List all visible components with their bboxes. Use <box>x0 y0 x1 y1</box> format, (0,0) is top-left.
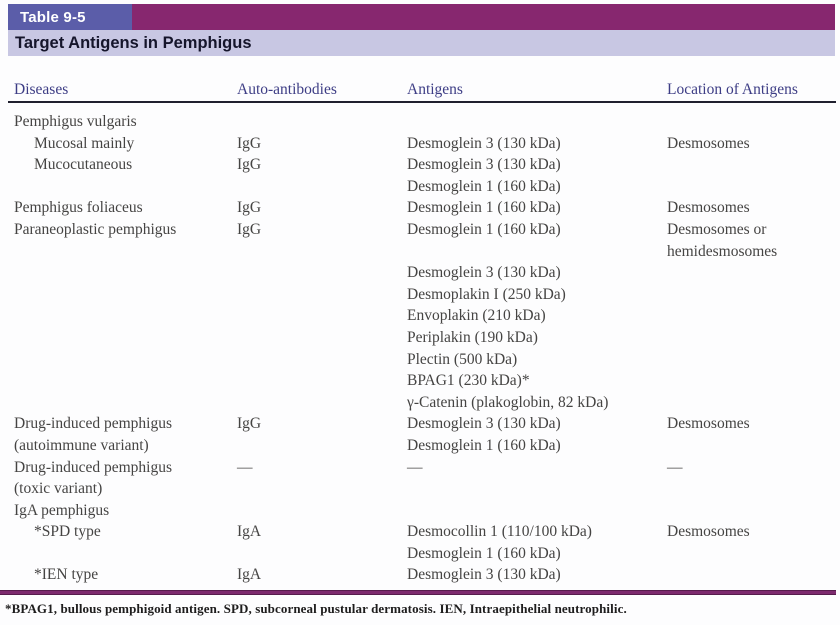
table-row <box>14 197 834 219</box>
table-cell-disease: (autoimmune variant) <box>14 436 149 454</box>
table-cell-antigen <box>407 241 667 263</box>
column-header-row <box>14 81 834 99</box>
table-row <box>14 111 834 133</box>
table-cell-disease: (toxic variant) <box>14 480 103 498</box>
table-number-label: Table 9-5 <box>8 4 132 30</box>
table-row <box>14 219 834 241</box>
table-cell-disease: Drug-induced pemphigus <box>14 458 172 476</box>
table-cell-location <box>667 370 834 392</box>
table-cell-disease: Pemphigus foliaceus <box>14 199 143 217</box>
table-cell-autoantibody <box>237 500 407 522</box>
table-cell-autoantibody: IgG <box>237 156 262 174</box>
table-cell-location: Desmosomes <box>667 415 750 433</box>
table-cell-location <box>667 262 834 284</box>
table-title: Target Antigens in Pemphigus <box>15 33 252 52</box>
column-header: Diseases <box>14 81 69 98</box>
table-cell-autoantibody: IgG <box>237 134 262 152</box>
table-cell-autoantibody <box>237 478 407 500</box>
bottom-rule <box>0 590 836 595</box>
table-cell-disease <box>14 543 237 565</box>
table-cell-autoantibody <box>237 305 407 327</box>
table-cell-location: Desmosomes <box>667 199 750 217</box>
table-row <box>14 500 834 522</box>
table-cell-antigen: Desmoglein 3 (130 kDa) <box>407 566 561 584</box>
table-cell-antigen <box>407 478 667 500</box>
table-row <box>14 349 834 371</box>
table-header-band <box>8 4 835 30</box>
table-cell-autoantibody: — <box>237 458 253 476</box>
table-cell-antigen: Desmoplakin I (250 kDa) <box>407 285 566 303</box>
table-cell-location: — <box>667 458 683 476</box>
table-row <box>14 262 834 284</box>
table-body <box>14 111 834 586</box>
table-cell-autoantibody <box>237 176 407 198</box>
table-row <box>14 413 834 435</box>
table-cell-disease <box>14 370 237 392</box>
table-cell-autoantibody <box>237 284 407 306</box>
table-cell-location: Desmosomes <box>667 134 750 152</box>
table-cell-disease: IgA pemphigus <box>14 501 110 519</box>
table-cell-antigen: Desmoglein 3 (130 kDa) <box>407 415 561 433</box>
table-cell-location <box>667 111 834 133</box>
table-cell-location <box>667 284 834 306</box>
table-cell-antigen: Envoplakin (210 kDa) <box>407 307 546 325</box>
table-cell-disease <box>14 176 237 198</box>
table-cell-location <box>667 478 834 500</box>
table-cell-autoantibody <box>237 349 407 371</box>
table-cell-autoantibody: IgG <box>237 415 262 433</box>
table-cell-location: Desmosomes <box>667 523 750 541</box>
table-cell-autoantibody <box>237 111 407 133</box>
table-cell-antigen: Desmoglein 1 (160 kDa) <box>407 436 561 454</box>
table-cell-antigen: Desmoglein 3 (130 kDa) <box>407 264 561 282</box>
table-cell-autoantibody: IgG <box>237 220 262 238</box>
table-cell-location <box>667 349 834 371</box>
table-cell-antigen: Desmoglein 1 (160 kDa) <box>407 220 561 238</box>
table-cell-autoantibody <box>237 241 407 263</box>
table-cell-location <box>667 176 834 198</box>
table-row <box>14 543 834 565</box>
table-cell-autoantibody <box>237 262 407 284</box>
table-row <box>14 284 834 306</box>
table-cell-disease: Paraneoplastic pemphigus <box>14 220 177 238</box>
table-cell-autoantibody <box>237 392 407 414</box>
table-row <box>14 154 834 176</box>
table-cell-location <box>667 305 834 327</box>
table-title-bar <box>8 30 835 56</box>
table-cell-antigen: Periplakin (190 kDa) <box>407 328 538 346</box>
table-row <box>14 521 834 543</box>
table-cell-location <box>667 154 834 176</box>
table-cell-disease <box>14 284 237 306</box>
table-cell-disease: Mucocutaneous <box>34 156 133 174</box>
table-row <box>14 457 834 479</box>
table-cell-disease <box>14 349 237 371</box>
column-header: Location of Antigens <box>667 81 798 98</box>
column-header: Antigens <box>407 81 463 98</box>
table-cell-location <box>667 392 834 414</box>
table-row <box>14 176 834 198</box>
table-cell-disease <box>14 327 237 349</box>
table-cell-disease: *IEN type <box>34 566 99 584</box>
table-cell-antigen: γ-Catenin (plakoglobin, 82 kDa) <box>407 393 609 411</box>
table-cell-autoantibody <box>237 543 407 565</box>
table-row <box>14 327 834 349</box>
table-cell-disease <box>14 305 237 327</box>
table-cell-antigen: Desmoglein 1 (160 kDa) <box>407 177 561 195</box>
table-cell-autoantibody: IgA <box>237 566 262 584</box>
table-row <box>14 133 834 155</box>
table-cell-location: Desmosomes or <box>667 220 767 238</box>
table-cell-antigen <box>407 111 667 133</box>
table-row <box>14 478 834 500</box>
table-cell-autoantibody <box>237 435 407 457</box>
table-cell-disease <box>14 392 237 414</box>
table-cell-antigen: Desmoglein 3 (130 kDa) <box>407 156 561 174</box>
table-cell-location <box>667 543 834 565</box>
table-cell-antigen: Desmoglein 3 (130 kDa) <box>407 134 561 152</box>
header-rule <box>8 101 836 103</box>
table-cell-disease: Drug-induced pemphigus <box>14 415 172 433</box>
table-cell-disease: Mucosal mainly <box>34 134 135 152</box>
table-row <box>14 241 834 263</box>
table-cell-antigen: Desmocollin 1 (110/100 kDa) <box>407 523 592 541</box>
table-cell-location <box>667 327 834 349</box>
footnote: *BPAG1, bullous pemphigoid antigen. SPD, subcorneal pustular dermatosis. IEN, Intraepithelial neutrophilic. <box>5 601 627 616</box>
column-header: Auto-antibodies <box>237 81 337 98</box>
table-cell-antigen: Desmoglein 1 (160 kDa) <box>407 199 561 217</box>
table-cell-disease <box>14 262 237 284</box>
table-cell-antigen: — <box>407 458 423 476</box>
table-cell-disease <box>14 241 237 263</box>
table-cell-autoantibody <box>237 327 407 349</box>
table-cell-location: hemidesmosomes <box>667 242 778 260</box>
table-cell-antigen <box>407 500 667 522</box>
table-row <box>14 564 834 586</box>
table-cell-location <box>667 435 834 457</box>
table-cell-antigen: Plectin (500 kDa) <box>407 350 518 368</box>
table-row <box>14 370 834 392</box>
table-cell-autoantibody <box>237 370 407 392</box>
table-row <box>14 435 834 457</box>
table-cell-autoantibody: IgG <box>237 199 262 217</box>
table-cell-location <box>667 564 834 586</box>
table-row <box>14 305 834 327</box>
table-cell-disease: Pemphigus vulgaris <box>14 113 137 130</box>
table-cell-antigen: Desmoglein 1 (160 kDa) <box>407 544 561 562</box>
table-cell-autoantibody: IgA <box>237 523 262 541</box>
table-cell-disease: *SPD type <box>34 523 101 541</box>
table-cell-antigen: BPAG1 (230 kDa)* <box>407 372 530 390</box>
table-cell-location <box>667 500 834 522</box>
table-row <box>14 392 834 414</box>
